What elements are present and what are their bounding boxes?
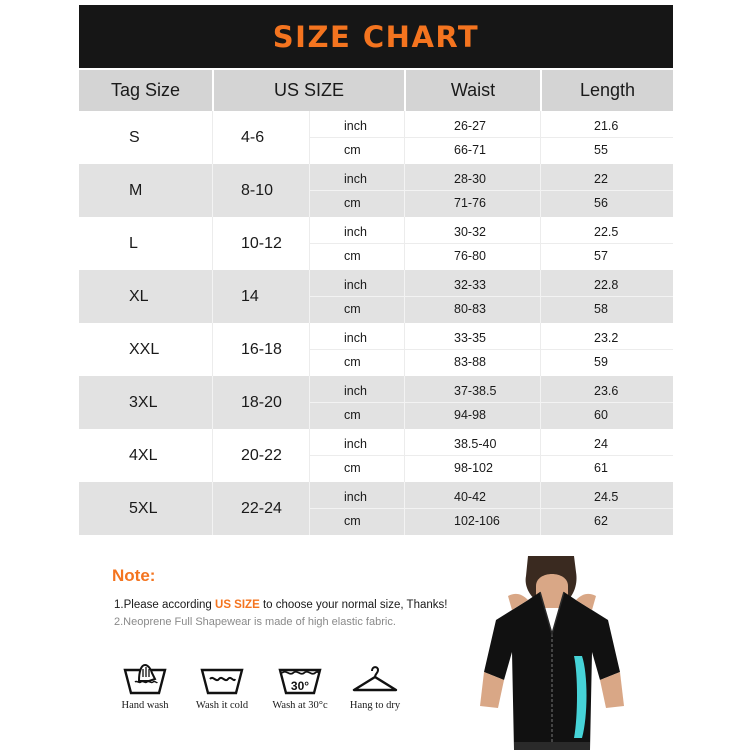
us-size-cell [212,376,309,429]
unit-inch-label: inch [344,119,367,133]
length-cm-value: 59 [594,355,608,369]
table-row [79,376,673,429]
note-line-1 [114,599,447,611]
us-size-value: 22-24 [241,499,282,517]
care-hang-dry [340,662,410,711]
unit-cell [309,111,404,164]
care-wash-cold [187,662,257,711]
us-size-cell [212,270,309,323]
waist-cm-value: 71-76 [454,196,486,210]
length-cm-value: 62 [594,514,608,528]
us-size-cell [212,482,309,535]
tag-size-value: 4XL [129,446,158,464]
us-size-value: 10-12 [241,234,282,252]
size-chart-table [79,70,673,535]
length-inch-value: 24.5 [594,490,619,504]
waist-cm-value: 76-80 [454,249,486,263]
waist-cell [404,482,540,535]
tag-size-value: 5XL [129,499,158,517]
length-cell [540,482,673,535]
length-inch-value: 24 [594,437,608,451]
length-cell [540,376,673,429]
length-cm-value: 55 [594,143,608,157]
table-row [79,111,673,164]
note-line-1-end: to choose your normal size, Thanks! [259,599,448,611]
waist-inch-value: 40-42 [454,490,486,504]
us-size-value: 8-10 [241,181,274,199]
tag-size-cell [79,482,212,535]
note-highlight: US SIZE [215,599,260,611]
wash-cold-icon [198,662,246,696]
length-cell [540,217,673,270]
unit-cm-label: cm [344,249,361,263]
unit-cm-label: cm [344,408,361,422]
table-row [79,164,673,217]
tag-size-cell [79,323,212,376]
table-row [79,482,673,535]
waist-inch-value: 26-27 [454,119,486,133]
length-inch-value: 22.8 [594,278,619,292]
unit-inch-label: inch [344,331,367,345]
length-inch-value: 23.2 [594,331,619,345]
length-inch-value: 22.5 [594,225,619,239]
care-hand-wash [110,662,180,711]
us-size-value: 20-22 [241,446,282,464]
length-cm-value: 58 [594,302,608,316]
waist-inch-value: 37-38.5 [454,384,497,398]
tag-size-value: S [129,128,140,146]
unit-cm-label: cm [344,461,361,475]
note-title: Note: [112,566,156,585]
page-title: SIZE CHART [272,19,480,54]
waist-inch-value: 33-35 [454,331,486,345]
wash-30-label: Wash at 30°c [272,700,328,711]
note-line-1-start: 1.Please according [114,599,216,611]
waist-inch-value: 30-32 [454,225,486,239]
length-cell [540,164,673,217]
tag-size-cell [79,270,212,323]
unit-cm-label: cm [344,514,361,528]
waist-cell [404,217,540,270]
tag-size-value: XXL [129,340,160,358]
waist-inch-value: 28-30 [454,172,486,186]
unit-inch-label: inch [344,384,367,398]
table-row [79,323,673,376]
tag-size-cell [79,376,212,429]
table-body [79,111,673,535]
unit-cell [309,482,404,535]
length-cm-value: 57 [594,249,608,263]
shapewear-model-image [470,556,634,750]
wash-30-icon [276,662,324,696]
length-cm-value: 61 [594,461,608,475]
unit-cell [309,323,404,376]
header-tag-size: Tag Size [110,80,181,100]
size-chart-banner [79,5,673,68]
waist-inch-value: 38.5-40 [454,437,497,451]
length-cell [540,111,673,164]
us-size-value: 4-6 [241,128,265,146]
unit-inch-label: inch [344,437,367,451]
unit-cell [309,164,404,217]
unit-cell [309,217,404,270]
tag-size-cell [79,217,212,270]
length-inch-value: 23.6 [594,384,619,398]
length-cell [540,429,673,482]
unit-inch-label: inch [344,172,367,186]
waist-cell [404,429,540,482]
waist-cm-value: 102-106 [454,514,500,528]
us-size-cell [212,429,309,482]
wash-cold-label: Wash it cold [195,700,249,711]
unit-cell [309,429,404,482]
tag-size-cell [79,164,212,217]
hanger-icon [350,662,400,696]
length-inch-value: 22 [594,172,608,186]
unit-cm-label: cm [344,143,361,157]
header-length: Length [540,70,673,111]
waist-inch-value: 32-33 [454,278,486,292]
waist-cm-value: 80-83 [454,302,486,316]
table-row [79,429,673,482]
waist-cell [404,111,540,164]
unit-cm-label: cm [344,196,361,210]
unit-cm-label: cm [344,302,361,316]
tag-size-value: XL [129,287,149,305]
header-us-size: US SIZE [212,70,404,111]
table-header [79,70,673,111]
waist-cell [404,376,540,429]
note-line-2: 2.Neoprene Full Shapewear is made of high elastic fabric. [114,616,396,628]
unit-inch-label: inch [344,490,367,504]
waist-cm-value: 66-71 [454,143,486,157]
tag-size-value: L [129,234,138,252]
unit-cell [309,270,404,323]
hand-wash-icon [121,662,169,696]
waist-cm-value: 94-98 [454,408,486,422]
hang-dry-label: Hang to dry [349,700,401,711]
length-inch-value: 21.6 [594,119,619,133]
table-row [79,217,673,270]
wash-30-symbol: 30° [290,679,310,693]
us-size-value: 14 [241,287,259,305]
unit-cell [309,376,404,429]
waist-cell [404,164,540,217]
us-size-cell [212,217,309,270]
header-waist: Waist [404,70,540,111]
tag-size-cell [79,111,212,164]
us-size-cell [212,164,309,217]
us-size-value: 18-20 [241,393,282,411]
length-cell [540,323,673,376]
unit-inch-label: inch [344,225,367,239]
unit-inch-label: inch [344,278,367,292]
us-size-cell [212,111,309,164]
us-size-cell [212,323,309,376]
table-row [79,270,673,323]
length-cm-value: 60 [594,408,608,422]
waist-cell [404,323,540,376]
tag-size-value: 3XL [129,393,158,411]
waist-cell [404,270,540,323]
waist-cm-value: 83-88 [454,355,486,369]
unit-cm-label: cm [344,355,361,369]
us-size-value: 16-18 [241,340,282,358]
length-cell [540,270,673,323]
hand-wash-label: Hand wash [121,700,169,711]
tag-size-value: M [129,181,143,199]
care-wash-30 [265,662,335,711]
tag-size-cell [79,429,212,482]
waist-cm-value: 98-102 [454,461,493,475]
length-cm-value: 56 [594,196,608,210]
